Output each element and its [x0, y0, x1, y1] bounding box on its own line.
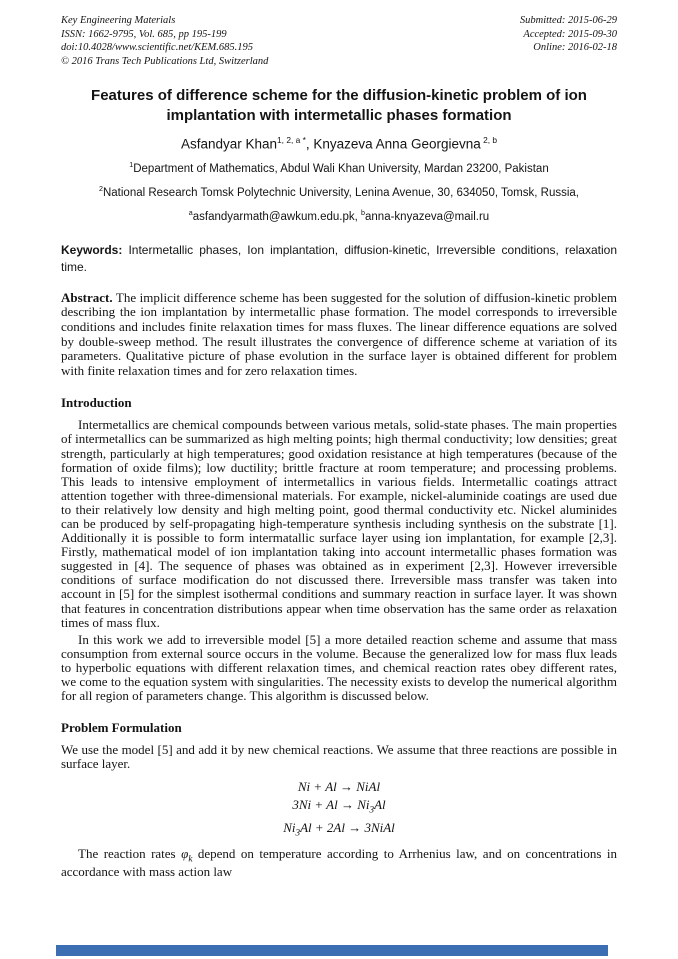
reaction-equation-2 [61, 796, 617, 819]
online-date: Online: 2016-02-18 [533, 42, 617, 54]
introduction-paragraph-2: In this work we add to irreversible model [5] a more detailed reaction scheme and assume that mass consumption from external source occurs in the volume. Because the generalized low for mass flux leads to hyperbolic equations with different relaxation times, and chemical reaction rates obey different rates, we come to the equation system with singularities. The necessity exists to develop the numerical algorithm for all region of parameters change. This algorithm is discussed below. [61, 631, 617, 704]
reaction-rates-text-post: depend on temperature according to Arrhenius law, and on concentrations in accordance with mass action law [61, 845, 617, 880]
equation-3-subscript: 3 [295, 827, 301, 838]
footer-accent-bar [56, 945, 608, 956]
author-2-name: Knyazeva Anna Georgievna [313, 136, 481, 152]
journal-issn-volume: ISSN: 1662-9795, Vol. 685, pp 195-199 [61, 28, 227, 40]
submitted-date: Submitted: 2015-06-29 [519, 15, 617, 26]
keywords-line [61, 242, 617, 276]
keywords-text: Intermetallic phases, Ion implantation, diffusion-kinetic, Irreversible conditions, relaxation time. [61, 242, 617, 274]
equation-1-text: Ni + Al → NiAl [297, 779, 381, 795]
equation-3-left: Ni [283, 820, 296, 836]
phi-glyph: φ [181, 845, 189, 861]
problem-formulation-intro: We use the model [5] and add it by new chemical reactions. We assume that three reactions are possible in surface layer. [61, 742, 617, 772]
reaction-rates-text-pre: The reaction rates [78, 845, 182, 861]
reaction-rates-paragraph [61, 847, 617, 880]
journal-title: Key Engineering Materials [61, 15, 176, 26]
section-heading-problem-formulation: Problem Formulation [61, 720, 182, 736]
phi-subscript: k [188, 853, 193, 864]
paper-title: Features of difference scheme for the diffusion-kinetic problem of ion implantation with intermetallic phases formation [91, 86, 587, 124]
author-emails [61, 209, 617, 223]
author-2-affiliation-marks: 2, b [480, 134, 498, 145]
authors-line [61, 135, 617, 152]
phi-symbol [181, 845, 193, 864]
equation-2-right: Al [374, 797, 386, 813]
email-b-address: anna-knyazeva@mail.ru [365, 210, 490, 223]
affiliation-2 [61, 185, 617, 199]
journal-header [61, 14, 617, 69]
reaction-equation-3 [61, 819, 617, 842]
journal-doi: doi:10.4028/www.scientific.net/KEM.685.195 [61, 42, 253, 54]
author-1-affiliation-marks: 1, 2, a * [277, 134, 306, 145]
keywords-label: Keywords: [61, 242, 123, 257]
email-a-address: asfandyarmath@awkum.edu.pk, [192, 210, 362, 223]
section-heading-introduction: Introduction [61, 395, 132, 411]
affiliation-1-mark: 1 [129, 161, 134, 170]
authors-separator: , [305, 136, 314, 152]
submission-dates [520, 14, 617, 69]
reaction-equation-1 [61, 778, 617, 796]
affiliation-1-text: Department of Mathematics, Abdul Wali Khan University, Mardan 23200, Pakistan [133, 163, 549, 176]
affiliation-2-text: National Research Tomsk Polytechnic University, Lenina Avenue, 30, 634050, Tomsk, Russia, [102, 186, 579, 199]
journal-copyright: © 2016 Trans Tech Publications Ltd, Switzerland [61, 55, 269, 67]
author-1-name: Asfandyar Khan [180, 136, 278, 152]
abstract-paragraph [61, 291, 617, 379]
journal-info [61, 14, 268, 69]
email-a-mark: a [188, 208, 193, 217]
equation-2-left: 3Ni + Al → Ni [292, 797, 370, 813]
reaction-equations [61, 778, 617, 841]
abstract-text: The implicit difference scheme has been suggested for the solution of diffusion-kinetic problem describing the ion implantation by intermetallic phase formation. The model corresponds to irreversible conditions and includes finite relaxation times for mass fluxes. The linear difference equations are solved by double-sweep method. The result illustrates the convergence of difference scheme at variation of its parameters. Qualitative picture of phase evolution in the surface layer is obtained different for problem with finite relaxation times and for zero relaxation times. [61, 289, 617, 378]
affiliation-2-mark: 2 [99, 185, 103, 194]
equation-2-subscript: 3 [369, 805, 375, 816]
affiliation-1 [61, 161, 617, 175]
introduction-paragraph-1: Intermetallics are chemical compounds between various metals, solid-state phases. The main properties of intermetallics can be summarized as high melting points; high thermal conductivity; low densities; great strength, particularly at high temperatures; good oxidation resistance at high temperatures (because of the formation of oxide films); low ductility; brittle fracture at room temperature; and processing problems. This leads to intensive employment of intermetallics in various fields. Intermetallic coatings attract attention together with three-dimensional materials. For example, nickel-aluminide coatings are used due to their relatively low density and high melting point, good thermal conductivity etc. Nickel aluminides can be produced by self-propagating high-temperature synthesis including synthesis on the substrate [1]. Additionally it is possible to form intermatallic surface layer using ion implantation, for example [2,3]. Firstly, mathematical model of ion implantation taking into account intermetallic phases formation was suggested in [4]. The sequence of phases was obtained as in experiment [2,3]. However irreversible conditions of surface modification do not discussed there. Irreversible mass transfer was taken into account in [5] for the simplest isothermal conditions and summary reaction in surface layer. It was shown that features in concentration distributions appear when time observation has the same order as relaxation times of mass flux. [61, 417, 617, 630]
equation-3-right: Al + 2Al → 3NiAl [300, 820, 395, 836]
email-b-mark: b [361, 208, 366, 217]
accepted-date: Accepted: 2015-09-30 [523, 28, 617, 40]
abstract-label: Abstract. [61, 289, 113, 305]
